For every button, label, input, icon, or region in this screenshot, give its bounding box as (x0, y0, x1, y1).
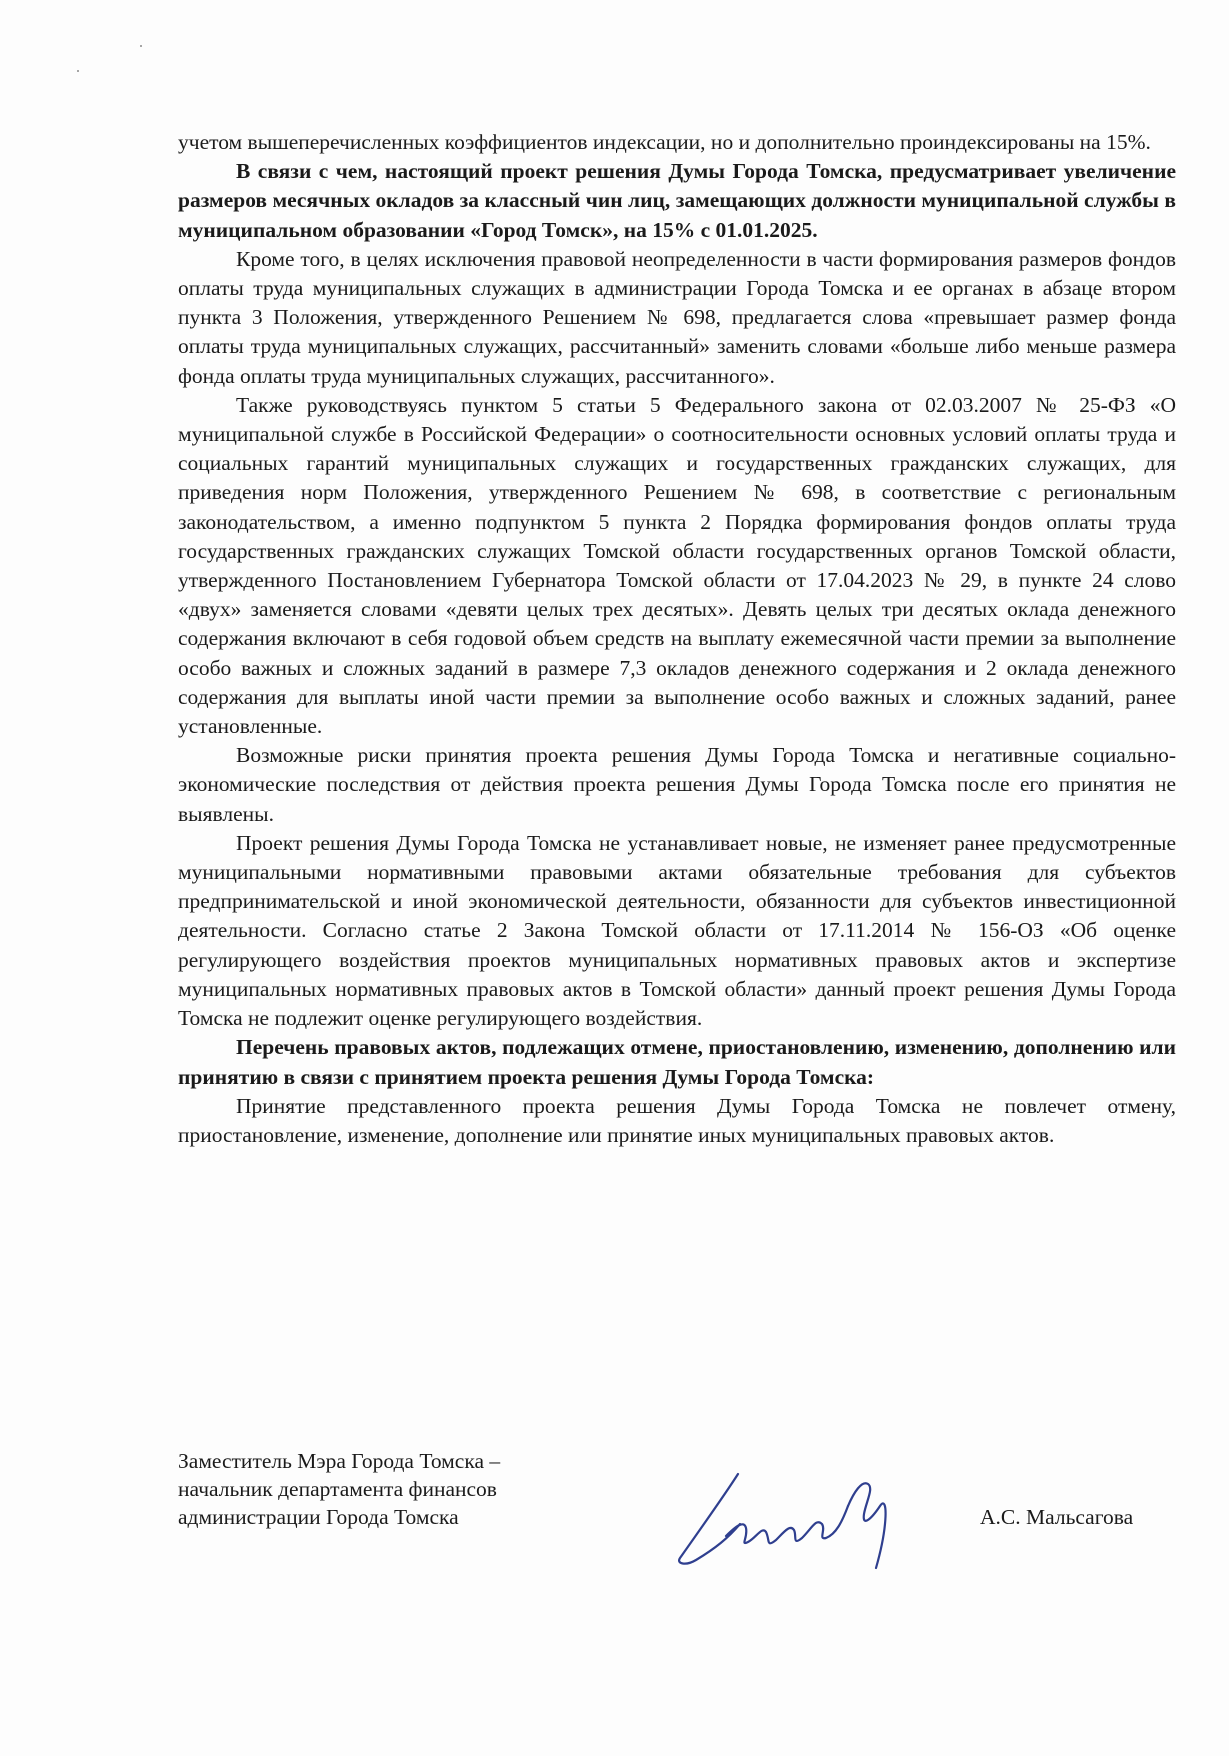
paragraph-5: Возможные риски принятия проекта решения Думы Города Томска и негативные социально-экономические последствия от действия проекта решения Думы Города Томска после его принятия не выявлены. (178, 743, 1176, 826)
paragraph-3: Кроме того, в целях исключения правовой неопределенности в части формирования размеров фондов оплаты труда муниципальных служащих в администрации Города Томска и ее органах в абзаце втором пункта 3 Положения, утвержденного Решением № 698, предлагается слова «превышает размер фонда оплаты труда муниципальных служащих, рассчитанный» заменить словами «больше либо меньше размера фонда оплаты труда муниципальных служащих, рассчитанного». (178, 246, 1176, 388)
position-line-2: начальник департамента финансов (178, 1477, 497, 1501)
signatory-position (178, 1447, 598, 1531)
handwritten-signature (666, 1466, 911, 1576)
signature-stroke (848, 1483, 886, 1568)
signature-stroke (726, 1506, 848, 1543)
paragraph-2-bold: В связи с чем, настоящий проект решения Думы Города Томска, предусматривает увеличение размеров месячных окладов за классный чин лиц, замещающих должности муниципальной службы в муниципальном образовании «Город Томск», на 15% с 01.01.2025. (178, 159, 1176, 242)
document-body (178, 128, 1176, 1150)
signer-name: А.С. Мальсагова (980, 1505, 1134, 1529)
paragraph-7-bold: Перечень правовых актов, подлежащих отмене, приостановлению, изменению, дополнению или принятию в связи с принятием проекта решения Думы Города Томска: (178, 1035, 1176, 1089)
paragraph-1: учетом вышеперечисленных коэффициентов индексации, но и дополнительно проиндексированы на 15%. (178, 130, 1151, 154)
position-line-1: Заместитель Мэра Города Томска – (178, 1449, 501, 1473)
scan-speck (77, 70, 79, 72)
paragraph-6: Проект решения Думы Города Томска не устанавливает новые, не изменяет ранее предусмотренные муниципальными нормативными правовыми актами обязательные требования для субъектов предпринимательской и иной экономической деятельности, обязанности для субъектов инвестиционной деятельности. Согласно статье 2 Закона Томской области от 17.11.2014 № 156-ОЗ «Об оценке регулирующего воздействия проектов муниципальных нормативных правовых актов и экспертизе муниципальных нормативных правовых актов в Томской области» данный проект решения Думы Города Томска не подлежит оценке регулирующего воздействия. (178, 830, 1176, 1031)
position-line-3: администрации Города Томска (178, 1505, 459, 1529)
signature-stroke (679, 1474, 740, 1564)
paragraph-8: Принятие представленного проекта решения Думы Города Томска не повлечет отмену, приостановление, изменение, дополнение или принятие иных муниципальных правовых актов. (178, 1093, 1176, 1147)
paragraph-4: Также руководствуясь пунктом 5 статьи 5 Федерального закона от 02.03.2007 № 25-ФЗ «О муниципальной службе в Российской Федерации» о соотносительности основных условий оплаты труда и социальных гарантий муниципальных служащих и государственных гражданских служащих, для приведения норм Положения, утвержденного Решением № 698, в соответствие с региональным законодательством, а именно подпунктом 5 пункта 2 Порядка формирования фондов оплаты труда государственных гражданских служащих Томской области государственных органов Томской области, утвержденного Постановлением Губернатора Томской области от 17.04.2023 № 29, в пункте 24 слово «двух» заменяется словами «девяти целых трех десятых». Девять целых три десятых оклада денежного содержания включают в себя годовой объем средств на выплату ежемесячной части премии за выполнение особо важных и сложных заданий в размере 7,3 окладов денежного содержания и 2 оклада денежного содержания для выплаты иной части премии за выполнение особо важных и сложных заданий, ранее установленные. (178, 392, 1176, 739)
scan-speck (140, 45, 142, 47)
